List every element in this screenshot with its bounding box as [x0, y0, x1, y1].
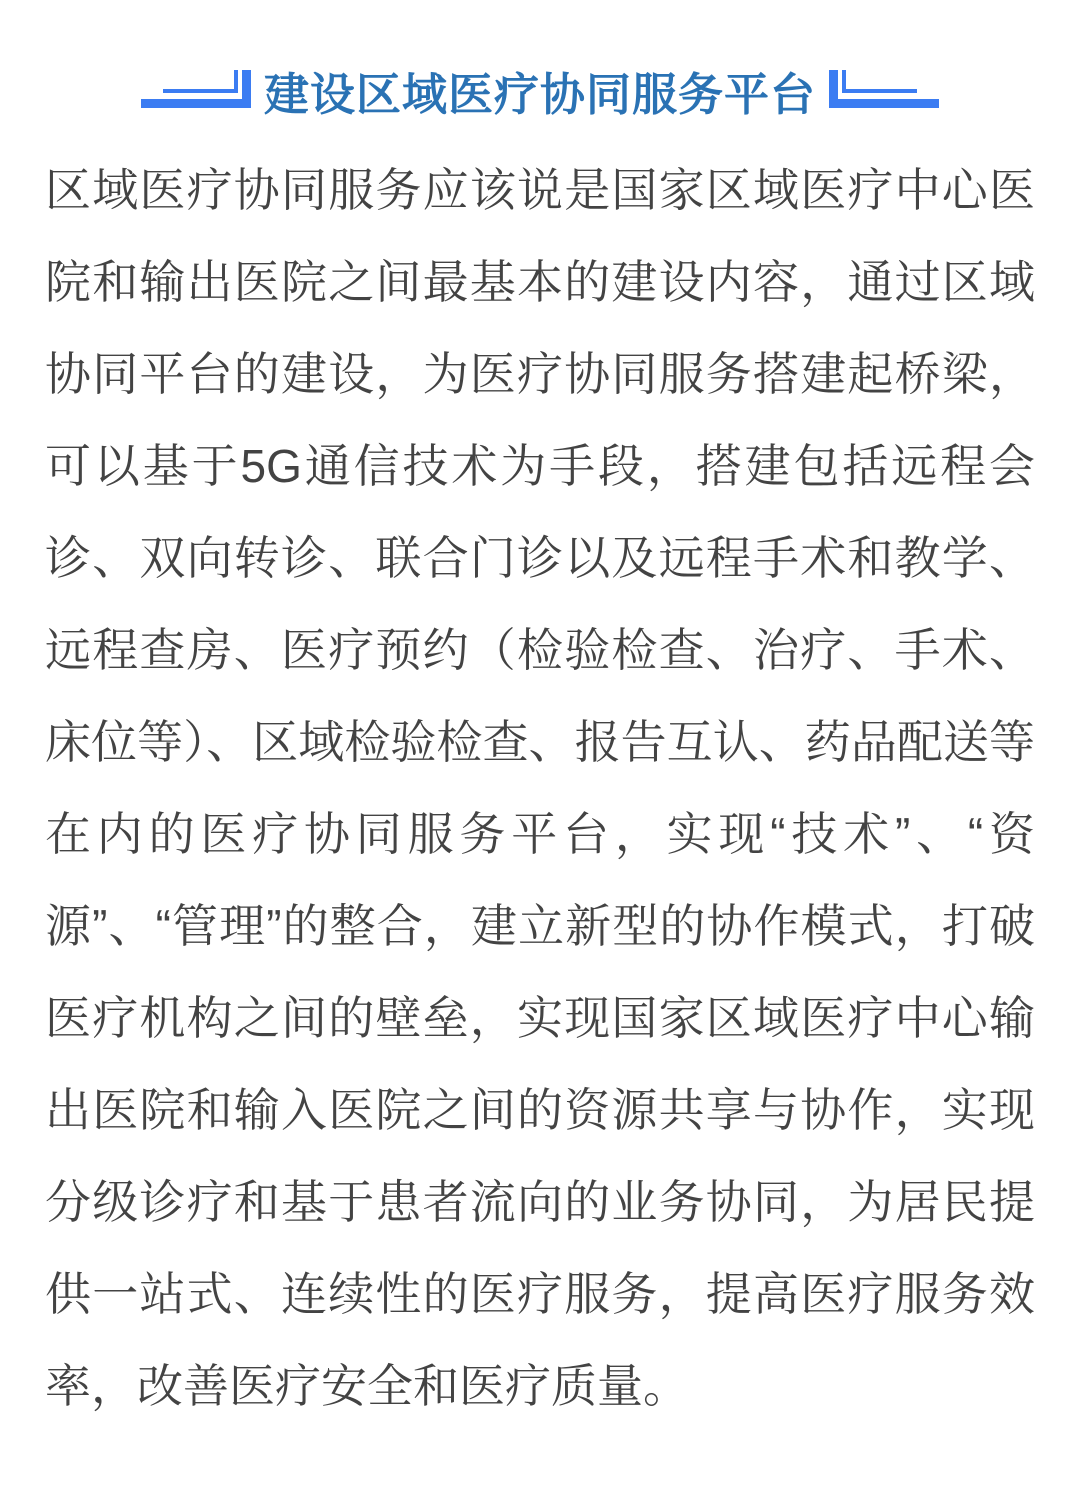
title-left-bracket-icon — [141, 70, 251, 110]
article-body — [45, 144, 1035, 1432]
article-paragraph: 区域医疗协同服务应该说是国家区域医疗中心医院和输出医院之间最基本的建设内容，通过区域协同平台的建设，为医疗协同服务搭建起桥梁，可以基于5G通信技术为手段，搭建包括远程会诊、双向转诊、联合门诊以及远程手术和教学、远程查房、医疗预约（检验检查、治疗、手术、床位等）、区域检验检查、报告互认、药品配送等在内的医疗协同服务平台，实现“技术”、“资源”、“管理”的整合，建立新型的协作模式，打破医疗机构之间的壁垒，实现国家区域医疗中心输出医院和输入医院之间的资源共享与协作，实现分级诊疗和基于患者流向的业务协同，为居民提供一站式、连续性的医疗服务，提高医疗服务效率，改善医疗安全和医疗质量。 — [45, 164, 1035, 1412]
page-title: 建设区域医疗协同服务平台 — [263, 69, 816, 120]
article-header — [0, 0, 1080, 126]
left-bracket-inner-line — [163, 70, 238, 93]
right-bracket-inner-line — [842, 70, 917, 93]
title-right-bracket-icon — [829, 70, 939, 110]
